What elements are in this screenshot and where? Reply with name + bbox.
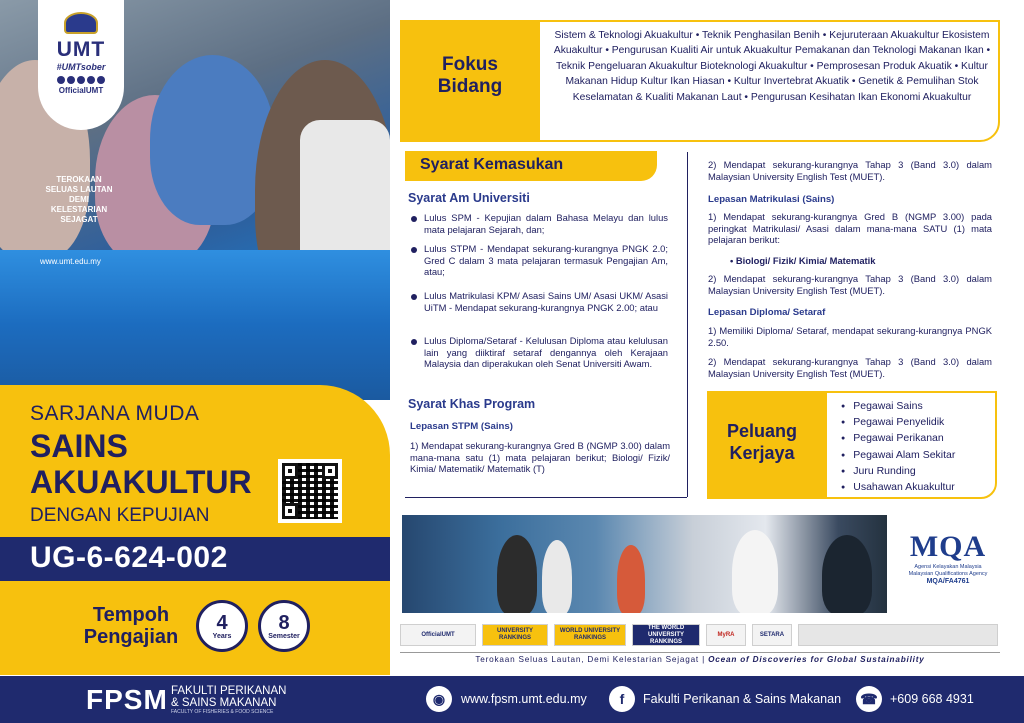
- footer-facebook-link[interactable]: Fakulti Perikanan & Sains Makanan: [643, 692, 842, 706]
- mqa-name-ms: Agensi Kelayakan Malaysia: [914, 564, 982, 570]
- bullet: [411, 247, 417, 253]
- tagline-ms: Terokaan Seluas Lautan, Demi Kelestarian Sejagat: [475, 655, 699, 664]
- qr-code[interactable]: [278, 459, 342, 523]
- mqa-mark: MQA: [909, 530, 987, 563]
- stpm-requirement-2: 2) Mendapat sekurang-kurangnya Tahap 3 (Band 3.0) dalam Malaysian University English Test (MUET).: [708, 159, 992, 182]
- bullet: [411, 339, 417, 345]
- fokus-bidang-list: Sistem & Teknologi Akuakultur • Teknik Penghasilan Benih • Kejuruteraan Akuakultur Ekosistem Akuakultur • Pengurusan Kualiti Air untuk Akuakultur Pemakanan dan Teknologi Makanan Ikan • Teknik Pengeluaran Akuakultur Bioteknologi Akuakultur • Pemprosesan Produk Akuatik • Kultur Makanan Hidup Kultur Ikan Hiasan • Kultur Invertebrat Akuatik • Genetik & Pemulihan Stok Keselamatan & Kualiti Makanan Laut • Pengurusan Kesihatan Ikan Ekonomi Akuakultur: [553, 30, 991, 103]
- tiktok-icon[interactable]: [97, 76, 105, 84]
- diploma-heading: Lepasan Diploma/ Setaraf: [708, 307, 826, 318]
- faculty-name: [171, 685, 286, 709]
- degree-name: SAINS AKUAKULTUR: [30, 428, 252, 500]
- umt-website[interactable]: www.umt.edu.my: [40, 257, 101, 266]
- ranking-badge: MyRA: [706, 624, 746, 646]
- career-list: [841, 399, 955, 496]
- semester-value: 8: [278, 611, 290, 634]
- bullet: [411, 216, 417, 222]
- facebook-icon[interactable]: [57, 76, 65, 84]
- faculty-name-line1: FAKULTI PERIKANAN: [171, 685, 287, 697]
- faculty-name-line2: & SAINS MAKANAN: [171, 697, 277, 709]
- ranking-badge: SETARA: [752, 624, 792, 646]
- degree-level: SARJANA MUDA: [30, 402, 200, 425]
- years-unit: Years: [212, 632, 232, 640]
- rankings-row: [400, 622, 1000, 648]
- instagram-icon[interactable]: [87, 76, 95, 84]
- logo-text: UMT: [56, 38, 106, 61]
- left-panel: [0, 0, 390, 675]
- stpm-heading: Lepasan STPM (Sains): [410, 421, 513, 432]
- official-handle: OfficialUMT: [58, 86, 104, 95]
- diploma-requirement-1: 1) Memiliki Diploma/ Setaraf, mendapat sekurang-kurangnya PNGK 2.50.: [708, 325, 992, 348]
- ranking-badge: UNIVERSITY RANKINGS: [482, 624, 548, 646]
- motto: TEROKAAN SELUAS LAUTAN DEMI KELESTARIAN SEJAGAT: [45, 175, 113, 224]
- facebook-icon: f: [609, 686, 635, 712]
- matrikulasi-requirement-1: 1) Mendapat sekurang-kurangnya Gred B (NGMP 3.00) pada peringkat Matrikulasi/ Asasi dalam mana-mana SATU (1) mata pelajaran berikut:: [708, 211, 992, 246]
- program-code: UG-6-624-002: [30, 541, 228, 574]
- syarat-am-item: Lulus Matrikulasi KPM/ Asasi Sains UM/ Asasi UKM/ Asasi UiTM - Mendapat sekurang-kurangnya PNGK 2.00; atau: [424, 290, 668, 313]
- peluang-kerjaya-label: Peluang Kerjaya: [726, 421, 797, 463]
- mqa-name-en: Malaysian Qualifications Agency: [908, 571, 988, 577]
- umt-emblem-icon: [64, 12, 98, 34]
- faculty-name-en: FACULTY OF FISHERIES & FOOD SCIENCE: [171, 709, 274, 715]
- lab-photo-strip: [402, 515, 887, 613]
- bullet: [411, 294, 417, 300]
- tagline-separator: |: [702, 655, 709, 664]
- column-divider: [687, 152, 688, 497]
- umt-logo[interactable]: [38, 0, 124, 130]
- footer-phone[interactable]: +609 668 4931: [890, 692, 974, 706]
- matrikulasi-heading: Lepasan Matrikulasi (Sains): [708, 194, 835, 205]
- column-divider-bottom: [405, 497, 687, 498]
- career-item: ● Pegawai Sains: [841, 399, 955, 415]
- career-item: ● Pegawai Alam Sekitar: [841, 448, 955, 464]
- mqa-code: MQA/FA4761: [926, 578, 970, 585]
- duration-label: Tempoh Pengajian: [83, 604, 179, 648]
- duration-semester-badge: [258, 600, 310, 652]
- twitter-icon[interactable]: [77, 76, 85, 84]
- diploma-requirement-2: 2) Mendapat sekurang-kurangnya Tahap 3 (Band 3.0) dalam Malaysian University English Test (MUET).: [708, 356, 992, 379]
- mqa-logo: [898, 530, 998, 585]
- footer-website-link[interactable]: www.fpsm.umt.edu.my: [461, 692, 587, 706]
- stpm-requirement-1: 1) Mendapat sekurang-kurangnya Gred B (NGMP 3.00) dalam mana-mana satu (1) mata pelajaran berikut; Biologi/ Fizik/ Kimia/ Matematik/ Matematik (T): [410, 440, 670, 475]
- social-icons: [57, 76, 105, 84]
- matrikulasi-requirement-2: 2) Mendapat sekurang-kurangnya Tahap 3 (Band 3.0) dalam Malaysian University English Test (MUET).: [708, 273, 992, 296]
- career-item: ● Pegawai Penyelidik: [841, 415, 955, 431]
- globe-icon: ◉: [426, 686, 452, 712]
- syarat-am-item: Lulus SPM - Kepujian dalam Bahasa Melayu dan lulus mata pelajaran Sejarah, dan;: [424, 212, 668, 235]
- logo-hashtag: #UMTsober: [56, 62, 106, 72]
- fokus-bidang-label: Fokus Bidang: [437, 54, 503, 97]
- career-item: ● Juru Runding: [841, 464, 955, 480]
- tagline-en: Ocean of Discoveries for Global Sustainability: [708, 655, 925, 664]
- career-item: ● Usahawan Akuakultur: [841, 480, 955, 496]
- syarat-kemasukan-title: Syarat Kemasukan: [420, 156, 564, 173]
- accreditation-logos: [798, 624, 998, 646]
- semester-unit: Semester: [268, 632, 300, 640]
- tagline: [402, 655, 998, 664]
- syarat-am-heading: Syarat Am Universiti: [408, 191, 530, 205]
- ranking-badge: WORLD UNIVERSITY RANKINGS: [554, 624, 626, 646]
- syarat-am-item: Lulus STPM - Mendapat sekurang-kurangnya PNGK 2.0; Gred C dalam 3 mata pelajaran termasuk Pengajian Am, atau;: [424, 243, 668, 278]
- official-umt-badge: OfficialUMT: [400, 624, 476, 646]
- matrikulasi-subjects: • Biologi/ Fizik/ Kimia/ Matematik: [730, 255, 876, 266]
- youtube-icon[interactable]: [67, 76, 75, 84]
- years-value: 4: [216, 611, 228, 634]
- tagline-divider: [400, 652, 1000, 653]
- ranking-badge: THE WORLD UNIVERSITY RANKINGS: [632, 624, 700, 646]
- duration-years-badge: [196, 600, 248, 652]
- career-item: ● Pegawai Perikanan: [841, 431, 955, 447]
- degree-honours: DENGAN KEPUJIAN: [30, 505, 210, 526]
- syarat-am-item: Lulus Diploma/Setaraf - Kelulusan Diploma atau kelulusan lain yang diiktiraf setaraf dengannya oleh Kerajaan Malaysia dan diperakukan oleh Senat Universiti Awam.: [424, 335, 668, 370]
- syarat-khas-heading: Syarat Khas Program: [408, 397, 536, 411]
- fpsm-logo: FPSM: [86, 684, 168, 715]
- phone-icon: ☎: [856, 686, 882, 712]
